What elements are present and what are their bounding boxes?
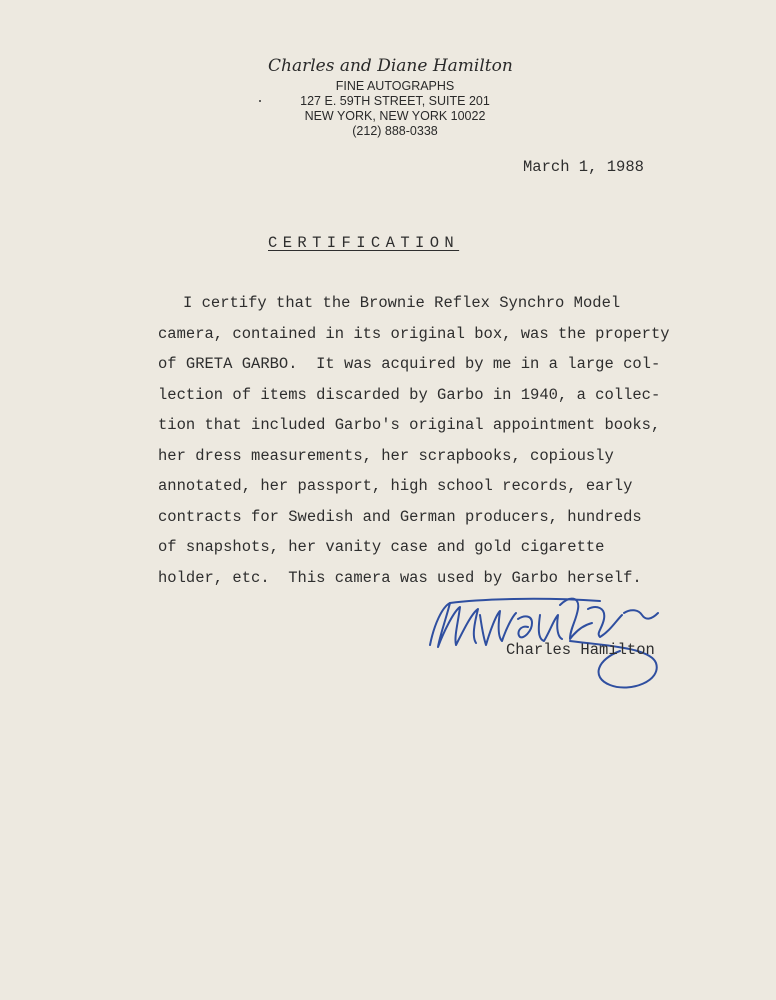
certification-body (158, 288, 718, 593)
letterhead-dot (259, 100, 261, 102)
body-line: holder, etc. This camera was used by Garbo herself. (158, 568, 642, 587)
body-line: her dress measurements, her scrapbooks, copiously (158, 446, 614, 465)
letterhead-street: 127 E. 59TH STREET, SUITE 201 (300, 94, 490, 108)
letterhead-city: NEW YORK, NEW YORK 10022 (304, 109, 486, 123)
body-line: of snapshots, her vanity case and gold cigarette (158, 538, 605, 556)
body-line: of GRETA GARBO. It was acquired by me in a large col- (158, 355, 661, 373)
body-line: lection of items discarded by Garbo in 1940, a collec- (158, 385, 661, 404)
certification-heading: CERTIFICATION (268, 234, 460, 252)
signer-name: Charles Hamilton (506, 641, 655, 659)
body-line: tion that included Garbo's original appointment books, (158, 416, 661, 434)
letter-date: March 1, 1988 (523, 158, 644, 176)
letterhead-phone: (212) 888-0338 (352, 124, 438, 138)
letterhead-names: Charles and Diane Hamilton (268, 56, 513, 76)
body-line: annotated, her passport, high school records, early (158, 477, 633, 495)
body-line: I certify that the Brownie Reflex Synchro Model (183, 294, 621, 312)
letterhead-business: FINE AUTOGRAPHS (335, 79, 455, 93)
body-line: contracts for Swedish and German producers, hundreds (158, 507, 642, 526)
body-line: camera, contained in its original box, was the property (158, 324, 670, 343)
